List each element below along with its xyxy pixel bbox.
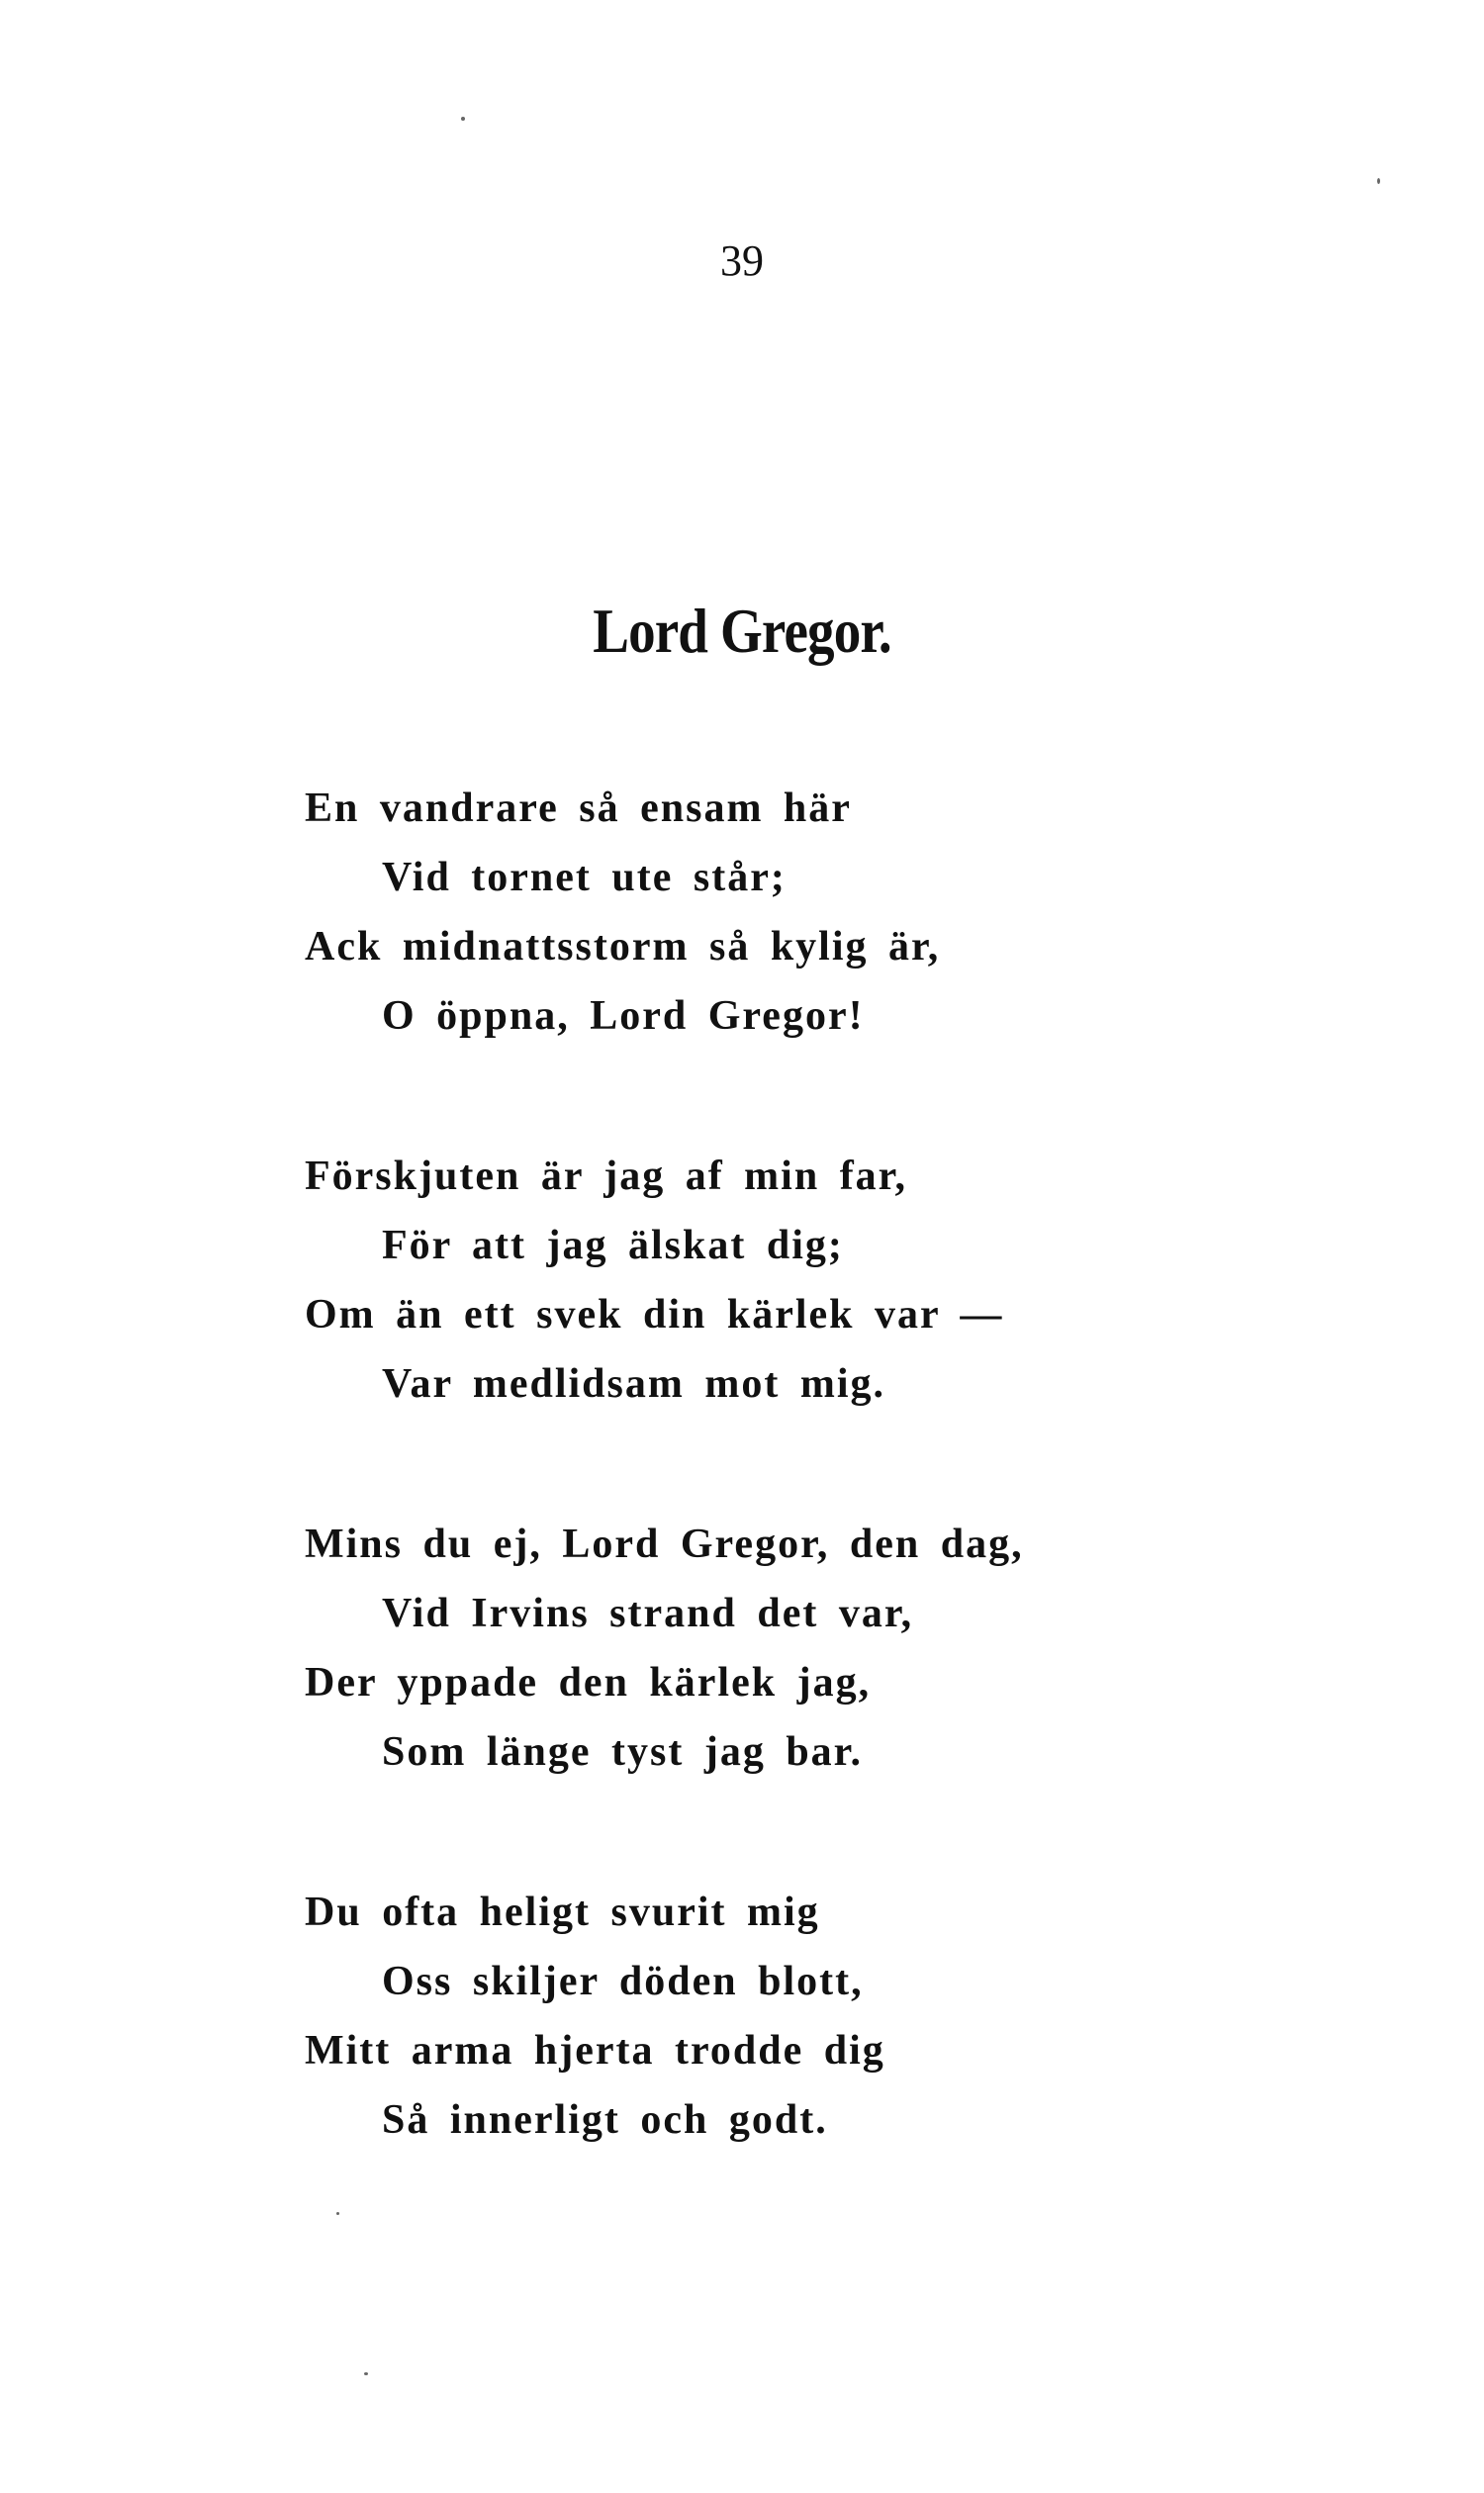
verse-line: Var medlidsam mot mig. <box>382 1361 885 1407</box>
stanza <box>305 1142 1442 1419</box>
verse-line: Oss skiljer döden blott, <box>382 1959 864 2004</box>
verse-line: Som länge tyst jag bar. <box>382 1729 863 1775</box>
scan-speck <box>364 2372 368 2375</box>
verse-line: Der yppade den kärlek jag, <box>305 1660 872 1706</box>
verse-line: Du ofta heligt svurit mig <box>305 1890 820 1935</box>
verse-line: Vid Irvins strand det var, <box>382 1591 914 1636</box>
verse-line: Om än ett svek din kärlek var — <box>305 1292 1004 1338</box>
stanza <box>305 774 1442 1051</box>
stanza <box>305 1510 1442 1787</box>
poem-title: Lord Gregor. <box>593 596 891 666</box>
poem-body <box>305 774 1442 2246</box>
verse-line: Så innerligt och godt. <box>382 2097 828 2143</box>
verse-line: Mitt arma hjerta trodde dig <box>305 2028 885 2074</box>
verse-line: Förskjuten är jag af min far, <box>305 1154 907 1199</box>
scan-speck <box>1377 178 1380 184</box>
verse-line: Ack midnattsstorm så kylig är, <box>305 924 941 970</box>
verse-line: Mins du ej, Lord Gregor, den dag, <box>305 1522 1024 1567</box>
verse-line: För att jag älskat dig; <box>382 1223 844 1268</box>
page-number: 39 <box>720 236 764 285</box>
verse-line: O öppna, Lord Gregor! <box>382 993 865 1039</box>
stanza <box>305 1878 1442 2155</box>
verse-line: En vandrare så ensam här <box>305 785 852 831</box>
verse-line: Vid tornet ute står; <box>382 855 787 900</box>
scan-speck <box>336 2212 339 2215</box>
scan-speck <box>461 117 465 121</box>
